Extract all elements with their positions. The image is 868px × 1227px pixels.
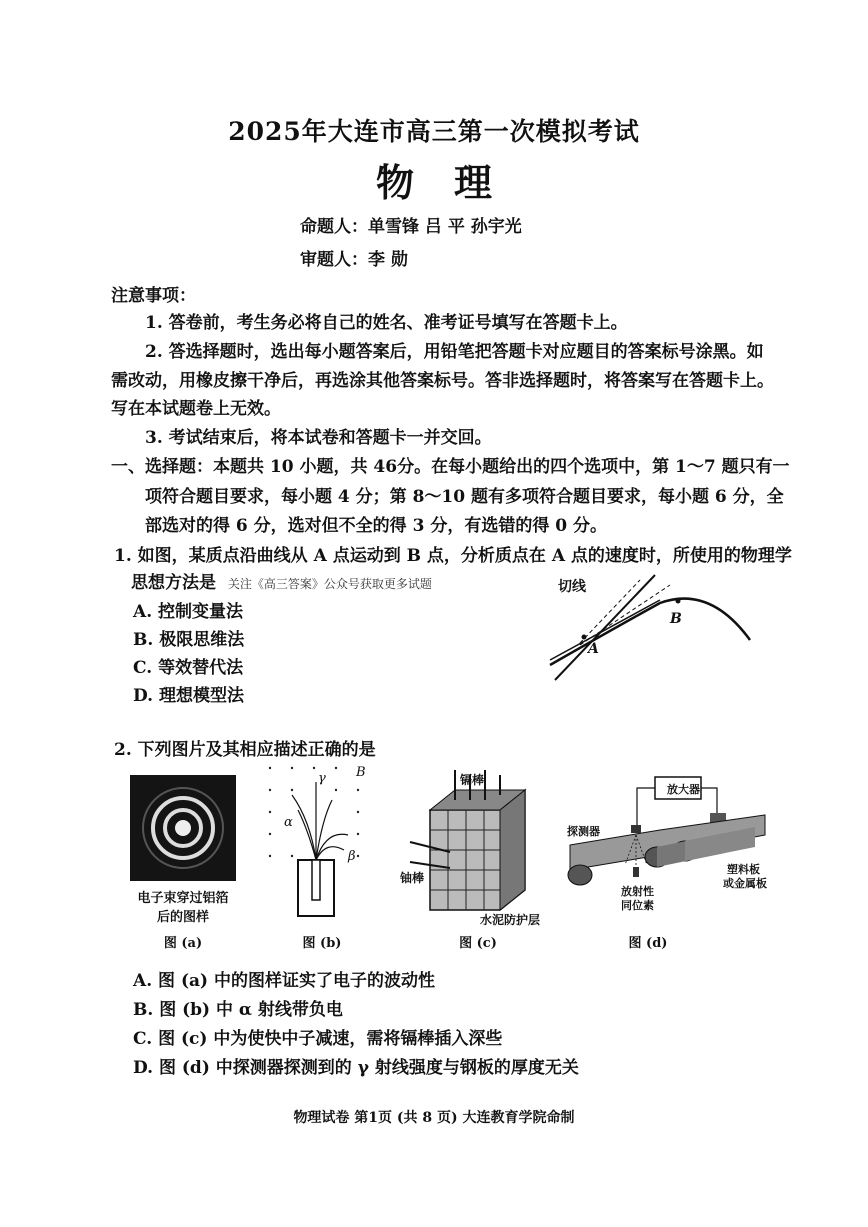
point-a-dot <box>582 635 587 640</box>
fig-d-caption: 图 (d) <box>628 936 668 951</box>
secant-dashed-1 <box>580 585 670 645</box>
fig-c-cd-label: 镉棒 <box>460 773 485 787</box>
fig-c-reactor-diagram <box>400 770 555 930</box>
fig-c-caption: 图 (c) <box>459 936 497 951</box>
fig-c-u-label: 铀棒 <box>400 871 425 885</box>
fig-b-field-label: B <box>356 765 366 780</box>
fig-a-desc-1: 电子束穿过铝箔 <box>137 891 229 906</box>
fig-a-caption: 图 (a) <box>163 936 203 951</box>
fig-b-beta-label: β <box>348 849 356 864</box>
point-b-label: B <box>670 611 682 627</box>
q1-curve-figure <box>540 565 755 690</box>
q1-stem-cont: 思想方法是 <box>131 573 216 593</box>
fig-a-desc-2: 后的图样 <box>156 910 209 925</box>
q2-option-a[interactable]: A. 图 (a) 中的图样证实了电子的波动性 <box>133 971 435 991</box>
q1-stem-end <box>131 568 432 593</box>
reviewer-line: 审题人：李 勋 <box>300 250 408 270</box>
fig-b-caption: 图 (b) <box>302 936 342 951</box>
fig-b-alpha-label: α <box>284 815 293 830</box>
q1-stem: 1. 如图，某质点沿曲线从 A 点运动到 B 点，分析质点在 A 点的速度时，所使用的物理学 <box>114 546 792 566</box>
fig-c-wall-label: 水泥防护层 <box>480 913 541 927</box>
notice-item-2-end: 写在本试题卷上无效。 <box>111 399 281 419</box>
point-a-label: A <box>588 641 599 657</box>
notice-item-2-cont: 需改动，用橡皮擦干净后，再选涂其他答案标号。答非选择题时，将答案写在答题卡上。 <box>111 371 774 391</box>
fig-a-diffraction-image <box>130 775 236 881</box>
fig-b-radiation-diagram <box>262 760 380 925</box>
exam-title: 2025年大连市高三第一次模拟考试 <box>228 117 640 146</box>
section-1-line-2: 项符合题目要求，每小题 4 分；第 8～10 题有多项符合题目要求，每小题 6 分，全 <box>145 487 784 507</box>
secant-dashed-2 <box>580 580 640 643</box>
q2-option-d[interactable]: D. 图 (d) 中探测器探测到的 γ 射线强度与钢板的厚度无关 <box>133 1058 579 1078</box>
fig-d-plate-label-2: 或金属板 <box>723 877 767 890</box>
notice-item-3: 3. 考试结束后，将本试卷和答题卡一并交回。 <box>145 428 492 448</box>
notice-item-2: 2. 答选择题时，选出每小题答案后，用铅笔把答题卡对应题目的答案标号涂黑。如 <box>145 342 764 362</box>
fig-d-gauge-diagram <box>565 775 770 925</box>
fig-d-det-label: 探测器 <box>567 825 600 838</box>
q1-option-b[interactable]: B. 极限思维法 <box>133 630 245 650</box>
q2-option-c[interactable]: C. 图 (c) 中为使快中子减速，需将镉棒插入深些 <box>133 1029 503 1049</box>
notice-item-1: 1. 答卷前，考生务必将自己的姓名、准考证号填写在答题卡上。 <box>145 313 628 333</box>
q1-option-a[interactable]: A. 控制变量法 <box>133 602 244 622</box>
q2-stem: 2. 下列图片及其相应描述正确的是 <box>114 740 376 760</box>
q1-option-d[interactable]: D. 理想模型法 <box>133 686 244 706</box>
fig-b-gamma-label: γ <box>318 771 326 786</box>
q2-option-b[interactable]: B. 图 (b) 中 α 射线带负电 <box>133 1000 343 1020</box>
page-footer: 物理试卷 第1页 (共 8 页) 大连教育学院命制 <box>293 1110 575 1126</box>
fig-d-amp-label: 放大器 <box>667 783 700 796</box>
fig-d-plate-label-1: 塑料板 <box>727 863 760 876</box>
chord-line <box>550 600 660 660</box>
fig-d-src-label-2: 同位素 <box>621 899 654 912</box>
q1-option-c[interactable]: C. 等效替代法 <box>133 658 244 678</box>
fig-d-src-label-1: 放射性 <box>621 885 654 898</box>
watermark-text: 关注《高三答案》公众号获取更多试题 <box>227 577 432 591</box>
proposers-line: 命题人：单雪锋 吕 平 孙宇光 <box>300 217 522 237</box>
subject-title: 物理 <box>375 160 532 205</box>
section-1-line-1: 一、选择题：本题共 10 小题，共 46分。在每小题给出的四个选项中，第 1～7 题只有一 <box>111 457 790 477</box>
tangent-label: 切线 <box>558 579 586 595</box>
point-b-dot <box>676 599 681 604</box>
section-1-line-3: 部选对的得 6 分，选对但不全的得 3 分，有选错的得 0 分。 <box>145 516 607 536</box>
notice-heading: 注意事项： <box>111 286 196 306</box>
